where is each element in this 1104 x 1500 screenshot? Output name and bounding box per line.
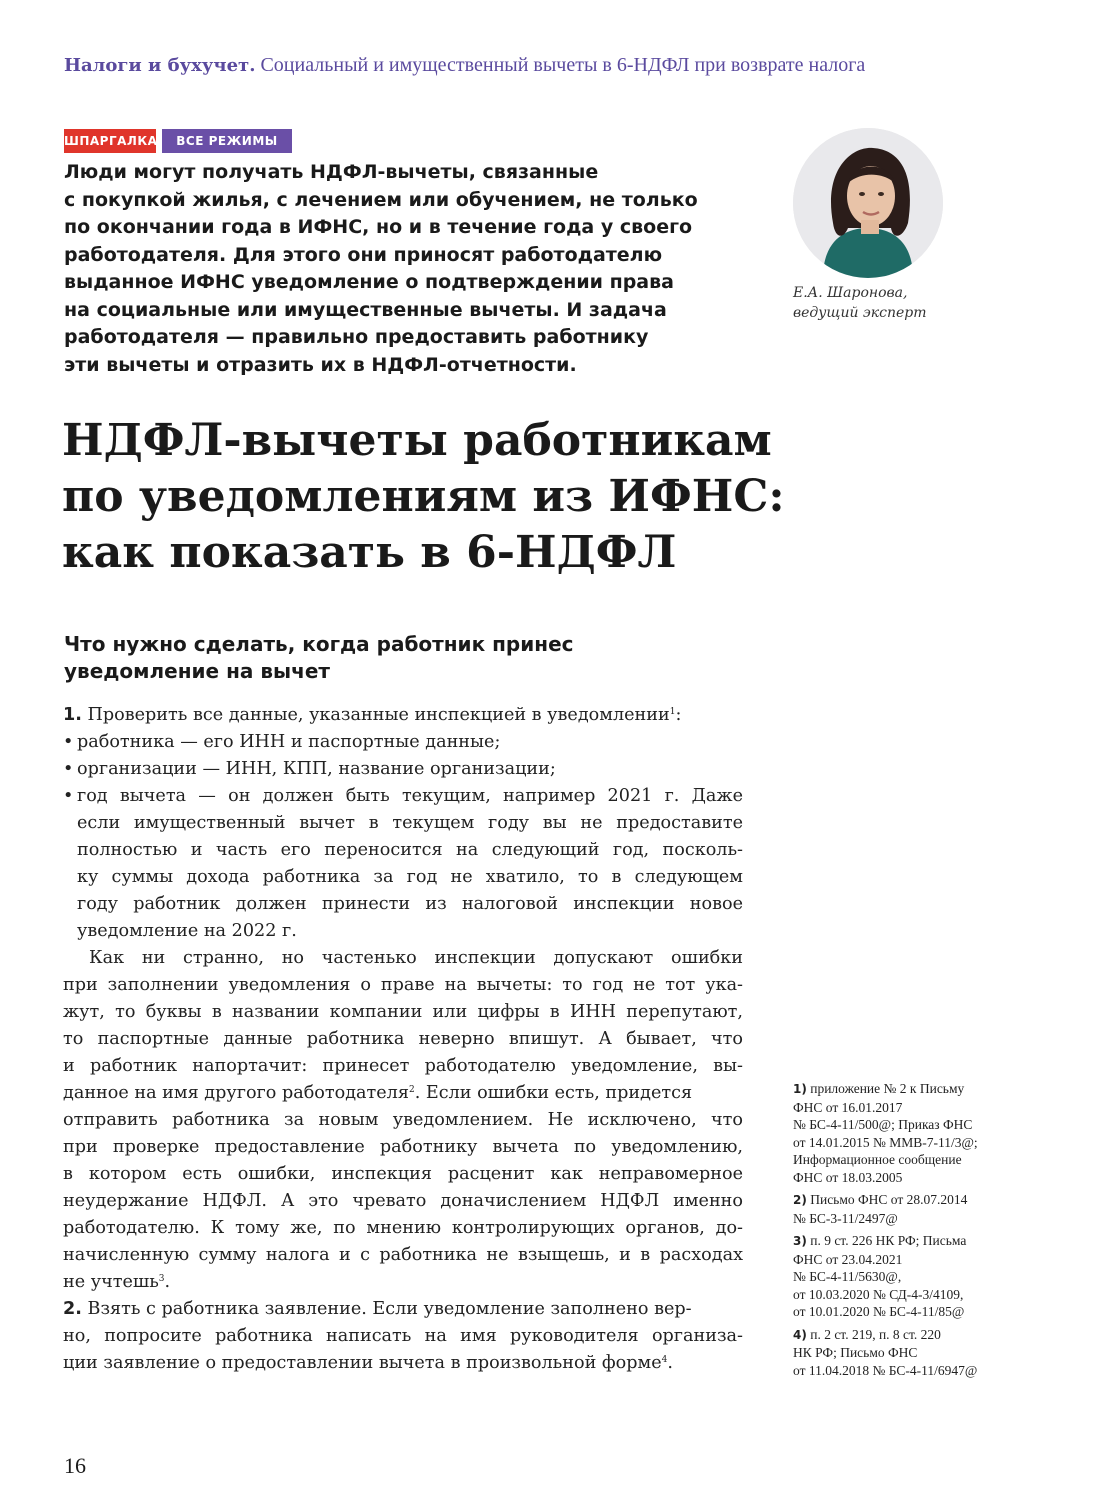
article-title <box>62 413 962 581</box>
paragraph-line: данное на имя другого работодателя$^2$. Если ошибки есть, придется <box>63 1083 693 1103</box>
tag-group <box>64 129 292 153</box>
step-number: 1. <box>63 705 82 725</box>
paragraph-line: то паспортные данные работника неверно впишут. А бывает, что <box>63 1029 743 1049</box>
footnote-ref[interactable]: 2 <box>408 1085 415 1095</box>
lead-line: по окончании года в ИФНС, но и в течение года у своего <box>64 216 693 238</box>
paragraph-line: жут, то буквы в названии компании или цифры в ИНН перепутают, <box>63 1002 743 1022</box>
paragraph-line: не учтешь$^3$. <box>63 1272 171 1292</box>
paragraph-line: при проверке предоставление работнику вычета по уведомлению, <box>63 1137 743 1157</box>
title-line: как показать в 6-НДФЛ <box>62 527 677 578</box>
page-number: 16 <box>64 1453 86 1478</box>
lead-line: работодателя. Для этого они приносят работодателю <box>64 243 663 266</box>
running-head <box>64 54 1064 77</box>
paragraph-line: в котором есть ошибки, инспекция расценит как неправомерное <box>63 1164 743 1184</box>
paragraph-line: работодателю. К тому же, по мнению контролирующих органов, до- <box>63 1218 743 1238</box>
list-item: • год вычета — он должен быть текущим, например 2021 г. Даже <box>63 786 743 806</box>
author-photo <box>793 128 943 278</box>
subhead-line: уведомление на вычет <box>64 659 330 683</box>
list-item: • организации — ИНН, КПП, название организации; <box>63 759 556 779</box>
paragraph-line: но, попросите работника написать на имя руководителя организа- <box>63 1326 743 1346</box>
lead-line: работодателя — правильно предоставить работнику <box>64 326 649 348</box>
lead-line: эти вычеты и отразить их в НДФЛ-отчетности. <box>64 353 577 376</box>
footnote-ref[interactable]: 1 <box>669 707 676 717</box>
step-2: 2. Взять с работника заявление. Если уведомление заполнено вер- <box>63 1299 692 1319</box>
step-number: 2. <box>63 1299 82 1319</box>
footnote: 2) Письмо ФНС от 28.07.2014 № БС-3-11/2497@ <box>793 1192 968 1226</box>
list-item-continued: ку суммы дохода работника за год не хватило, то в следующем <box>77 867 743 887</box>
paragraph-line: Как ни странно, но частенько инспекции допускают ошибки <box>89 948 743 968</box>
lead-line: с покупкой жилья, с лечением или обучением, не только <box>64 188 698 211</box>
list-item-continued: уведомление на 2022 г. <box>77 921 297 941</box>
list-item-continued: если имущественный вычет в текущем году вы не предоставите <box>77 813 743 833</box>
paragraph-line: отправить работника за новым уведомлением. Не исключено, что <box>63 1110 743 1130</box>
list-item: • работника — его ИНН и паспортные данные; <box>63 732 501 752</box>
author-role: ведущий эксперт <box>793 305 927 321</box>
footnote: 3) п. 9 ст. 226 НК РФ; Письма ФНС от 23.04.2021 № БС-4-11/5630@, от 10.03.2020 № СД-4-3/4109, от 10.01.2020 № БС-4-11/85@ <box>793 1233 967 1319</box>
footnote-ref[interactable]: 4 <box>661 1355 668 1365</box>
title-line: по уведомлениям из ИФНС: <box>62 471 785 522</box>
section-heading <box>64 631 764 685</box>
lead-paragraph <box>64 159 764 379</box>
article-topic: Социальный и имущественный вычеты в 6-НДФЛ при возврате налога <box>260 54 866 76</box>
list-item-continued: полностью и часть его переносится на следующий год, посколь- <box>77 840 743 860</box>
title-line: НДФЛ-вычеты работникам <box>62 415 772 466</box>
tag-all-regimes: ВСЕ РЕЖИМЫ <box>162 129 292 153</box>
footnotes <box>793 1080 1053 1384</box>
footnote-ref[interactable]: 3 <box>158 1274 165 1284</box>
step-1: 1. Проверить все данные, указанные инспекцией в уведомлении$^1$: <box>63 705 682 725</box>
section-name: Налоги и бухучет. <box>64 55 256 76</box>
tag-cheatsheet: ШПАРГАЛКА <box>64 129 156 153</box>
lead-line: на социальные или имущественные вычеты. И задача <box>64 298 667 321</box>
author-caption <box>793 283 993 323</box>
paragraph-line: и работник напортачит: принесет работодателю уведомление, вы- <box>63 1056 743 1076</box>
list-item-continued: году работник должен принести из налоговой инспекции новое <box>77 894 743 914</box>
lead-line: выданное ИФНС уведомление о подтверждении права <box>64 271 674 293</box>
footnote: 1) приложение № 2 к Письму ФНС от 16.01.2017 № БС-4-11/500@; Приказ ФНС от 14.01.2015 № ММВ-7-11/3@; Информационное сообщение ФНС от 18.03.2005 <box>793 1081 978 1185</box>
paragraph-line: при заполнении уведомления о праве на вычеты: то год не тот ука- <box>63 975 743 995</box>
footnote: 4) п. 2 ст. 219, п. 8 ст. 220 НК РФ; Письмо ФНС от 11.04.2018 № БС-4-11/6947@ <box>793 1326 978 1378</box>
paragraph-line: ции заявление о предоставлении вычета в произвольной форме$^4$. <box>63 1353 673 1373</box>
paragraph-line: начисленную сумму налога и с работника не взыщешь, и в расходах <box>63 1245 743 1265</box>
author-name: Е.А. Шаронова, <box>793 285 908 301</box>
paragraph-line: неудержание НДФЛ. А это чревато доначислением НДФЛ именно <box>63 1191 743 1211</box>
subhead-line: Что нужно сделать, когда работник принес <box>64 632 574 656</box>
author-portrait-icon <box>793 128 943 278</box>
lead-line: Люди могут получать НДФЛ-вычеты, связанные <box>64 161 599 183</box>
article-body <box>63 702 743 1377</box>
